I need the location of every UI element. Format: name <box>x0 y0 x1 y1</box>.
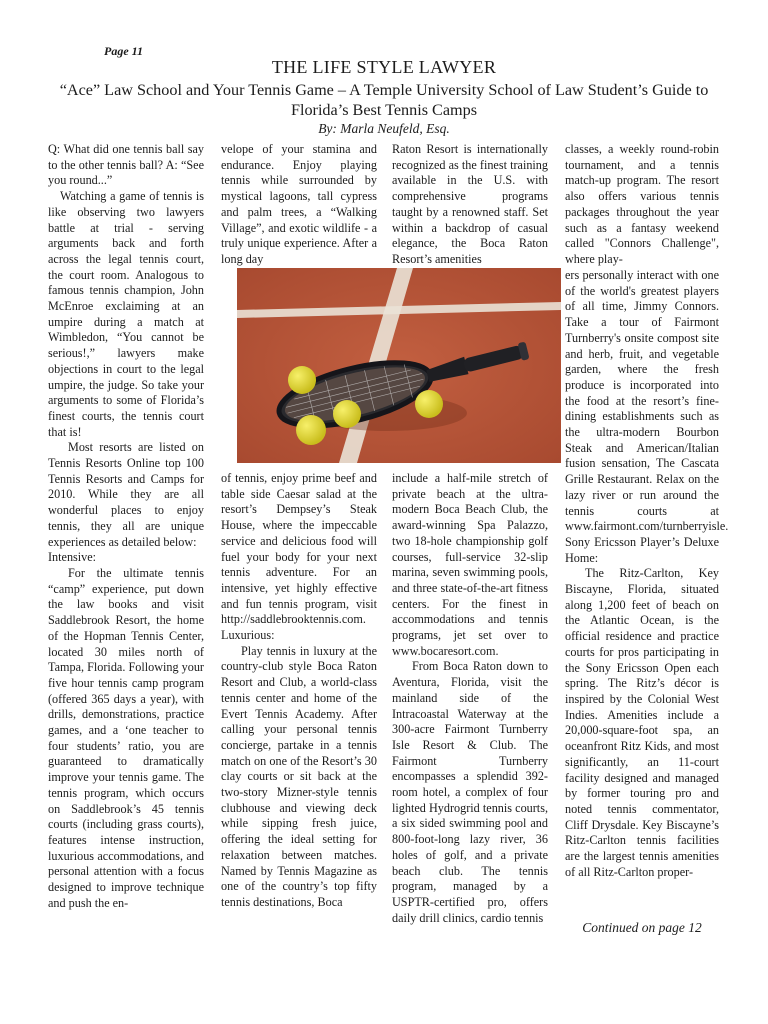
steakhouse-paragraph: of tennis, enjoy prime beef and table side Caesar salad at the resort’s Dempsey’s Steak House, where the impeccable service and delicious food will fuel your body for your next tennis adventure. For an intensive, yet highly effective and fun tennis program, visit http://saddlebrooktennis.com. <box>221 471 377 627</box>
tennis-racket-balls-photo <box>237 268 561 463</box>
boca-raton-continued: Raton Resort is internationally recognized as the finest training available in the U.S. with comprehensive programs taught by a renowned staff. Set within a backdrop of casual elegance, the Boca Raton Resort’s amenities <box>392 142 548 266</box>
section-heading-sony: Sony Ericsson Player’s Deluxe Home: <box>565 534 719 565</box>
tennis-ball-icon <box>296 415 326 445</box>
column-3-top <box>392 142 548 268</box>
opening-joke: Q: What did one tennis ball say to the other tennis ball? A: “See you round...” <box>48 142 204 188</box>
column-4-top <box>565 142 719 268</box>
page-number: Page 11 <box>104 44 143 58</box>
column-2-top <box>221 142 377 268</box>
tennis-ball-icon <box>333 400 361 428</box>
section-heading-luxurious: Luxurious: <box>221 628 275 643</box>
resorts-overview-paragraph: Most resorts are listed on Tennis Resorts Online top 100 Tennis Resorts and Camps for 2010. While they are all wonderful places to enjoy tennis, they all are unique experiences as detailed below: <box>48 440 204 549</box>
section-heading-intensive: Intensive: <box>48 550 97 565</box>
fairmont-paragraph: From Boca Raton down to Aventura, Florida, visit the mainland side of the Intracoastal Waterway at the 300-acre Fairmont Turnberry Isle Resort & Club. The Fairmont Turnberry encompasses a splendid 392-room hotel, a complex of four lighted Hydrogrid tennis courts, a six sided swimming pool and 800-foot-long lazy river, 36 holes of golf, and a private beach club. The tennis program, managed by a USPTR-certified pro, offers daily drill clinics, cardio tennis <box>392 659 548 925</box>
byline: By: Marla Neufeld, Esq. <box>318 121 450 136</box>
intro-paragraph: Watching a game of tennis is like observing two lawyers battle at trial - serving arguments back and forth across the legal tennis court, the court room. Analogous to famous tennis champion, John McEnroe exclaiming at an umpire during a match at Wimbledon, “You cannot be serious!,” lawyers make objections in court to the legal umpire, the judge. So take your arguments to some of Florida’s finest courts, the tennis court that is! <box>48 189 204 439</box>
boca-amenities-paragraph: include a half-mile stretch of private beach at the ultra-modern Boca Beach Club, the award-winning Spa Palazzo, two 18-hole championship golf courses, full-service 32-slip marina, seven swimming pools, and three state-of-the-art fitness centers. For the finest in accommodations and tennis programs, jet set over to www.bocaresort.com. <box>392 471 548 658</box>
continued-notice: Continued on page 12 <box>582 920 702 935</box>
tennis-ball-icon <box>288 366 316 394</box>
fairmont-continued: classes, a weekly round-robin tournament, and a tennis match-up program. The resort also offers various tennis packages throughout the year such as a fantasy weekend called "Connors Challenge", where play- <box>565 142 719 266</box>
article-headline: “Ace” Law School and Your Tennis Game – A Temple University School of Law Student’s Guide to Florida’s Best Tennis Camps <box>59 81 709 119</box>
saddlebrook-paragraph: For the ultimate tennis “camp” experience, put down the law books and visit Saddlebrook Resort, the home of the Hopman Tennis Center, located 30 miles north of Tampa, Florida. Following your five hour tennis camp program (offered 365 days a year), with drills, demonstrations, practice games, and a ‘one teacher to four students’ ratio, you are guaranteed to dramatically improve your tennis game. The tennis program, which occurs on Saddlebrook’s 45 tennis courts (including grass courts), features intense instruction, luxurious accommodations, and personal attention with a focus designed to improve technique and push the en- <box>48 565 204 910</box>
column-4-bottom <box>565 268 729 880</box>
column-2-bottom <box>221 471 377 911</box>
column-1 <box>48 142 204 911</box>
connors-paragraph: ers personally interact with one of the world's greatest players of all time, Jimmy Connors. Take a tour of Fairmont Turnberry's onsite compost site and herb, fruit, and vegetable garden, where the fresh produce is incorporated into the food at the resort’s fine-dining establishments such as the ultra-modern Bourbon Steak and American/Italian fusion sensation, The Cascata Grille Restaurant. Relax on the lazy river or run around the tennis courts at www.fairmont.com/turnberryisle. <box>565 268 729 534</box>
ritz-carlton-paragraph: The Ritz-Carlton, Key Biscayne, Florida, situated along 1,200 feet of beach on the Atlantic Ocean, is the official residence and practice courts for pros participating in the Sony Ericsson Open each spring. The Ritz’s décor is inspired by the Colonial West Indies. Amenities include a 20,000-square-foot spa, an oceanfront Ritz Kids, and most significantly, an 11-court facility designed and managed by former touring pro and noted tennis commentator, Cliff Drysdale. Key Biscayne’s Ritz-Carlton tennis facilities are the largest tennis amenities of all Ritz-Carlton proper- <box>565 566 719 879</box>
tennis-ball-icon <box>415 390 443 418</box>
boca-raton-paragraph: Play tennis in luxury at the country-club style Boca Raton Resort and Club, a world-class tennis center and home of the Evert Tennis Academy. After calling your personal tennis concierge, partake in a tennis match on one of the Resort’s 30 clay courts or sit back at the two-story Mizner-style tennis clubhouse and viewing deck while sipping fresh juice, offering the ideal setting for relaxation between matches. Named by Tennis Magazine as one of the country’s top fifty tennis destinations, Boca <box>221 643 377 909</box>
column-3-bottom <box>392 471 548 926</box>
masthead: THE LIFE STYLE LAWYER <box>271 57 497 77</box>
saddlebrook-continued: velope of your stamina and endurance. Enjoy playing tennis while surrounded by mystical lagoons, tall cypress and palm trees, a “Walking Village”, and exotic wildlife - a truly unique experience. After a long day <box>221 142 377 266</box>
